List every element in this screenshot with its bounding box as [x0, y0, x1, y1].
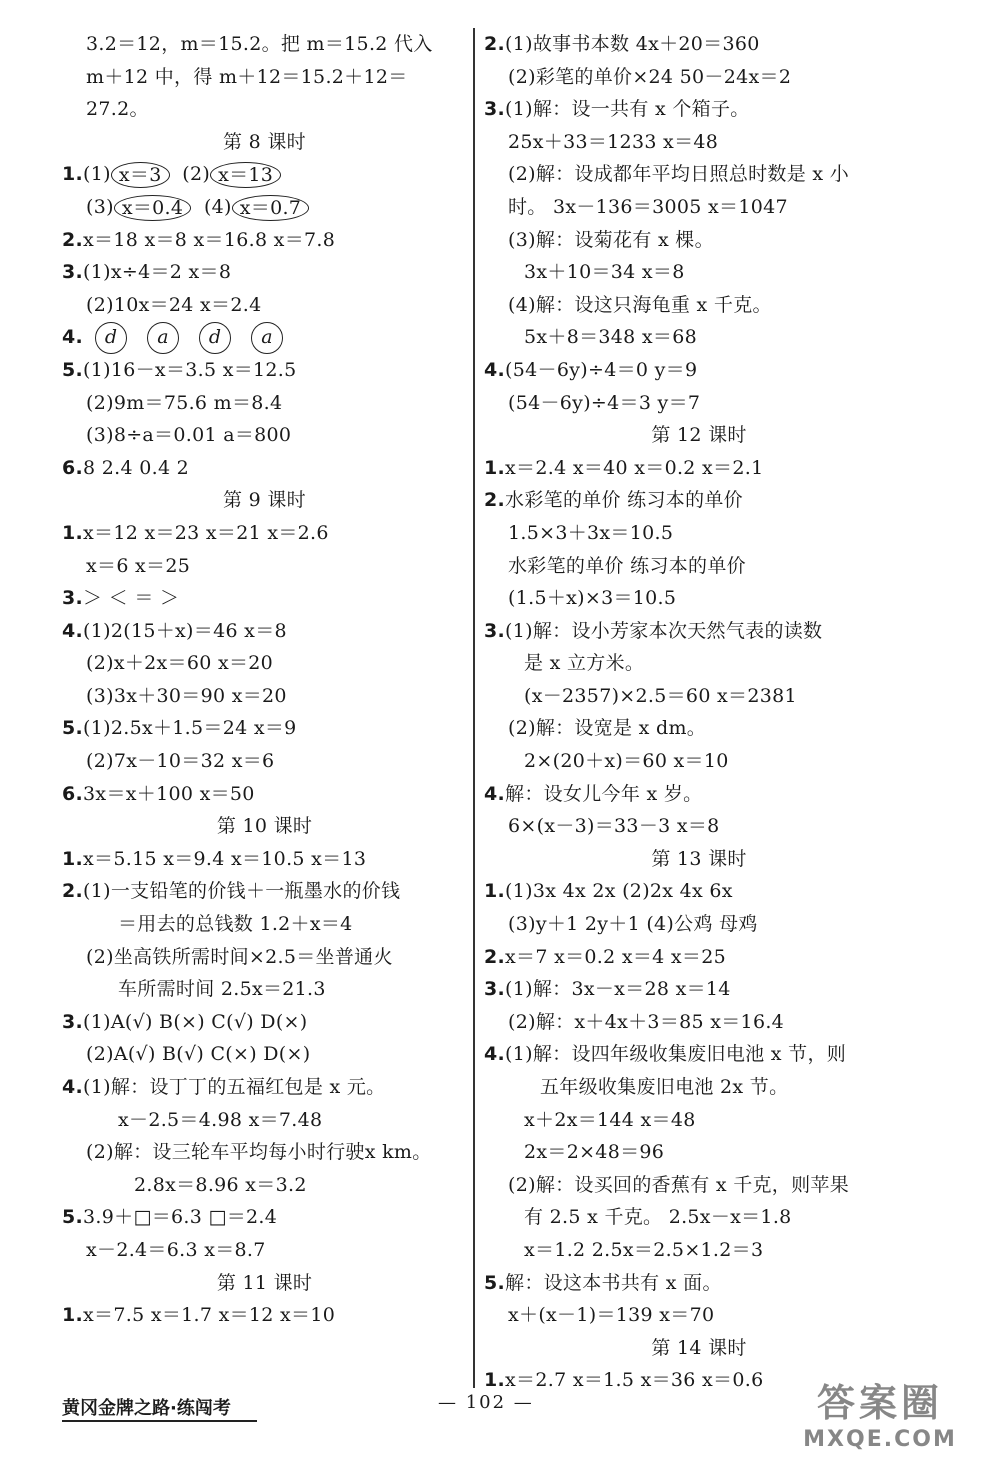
answer-text: x－2.4＝6.3 x＝8.7 — [86, 1238, 266, 1261]
answer-line — [484, 321, 914, 354]
question-number: 5. — [62, 717, 84, 740]
circled-answer: x＝0.4 — [114, 195, 191, 221]
answer-line — [62, 615, 467, 648]
answer-line — [62, 61, 467, 94]
answer-text: 25x＋33＝1233 x＝48 — [508, 130, 719, 153]
watermark-url: MXQE.COM — [803, 1427, 957, 1452]
answer-line — [62, 778, 467, 811]
answer-line — [484, 582, 914, 615]
lesson-heading: 第 9 课时 — [223, 489, 306, 512]
answer-line — [484, 93, 914, 126]
answer-line — [62, 1006, 467, 1039]
answer-line — [484, 615, 914, 648]
circled-answer: x＝0.7 — [232, 195, 309, 221]
circled-letter: d — [95, 322, 127, 354]
answer-text: (3)8÷a＝0.01 a＝800 — [86, 424, 292, 447]
question-number: 2. — [62, 228, 84, 251]
answer-text: 时。 3x－136＝3005 x＝1047 — [508, 195, 788, 218]
answer-line — [484, 1136, 914, 1169]
answer-text: (1)3x 4x 2x (2)2x 4x 6x — [505, 880, 733, 903]
answer-line — [62, 517, 467, 550]
answer-text: (1)16－x＝3.5 x＝12.5 — [83, 358, 297, 381]
answer-line — [484, 1006, 914, 1039]
answer-line — [484, 256, 914, 289]
left-column — [62, 28, 467, 1332]
answer-line — [62, 973, 467, 1006]
footer-brand: 黄冈金牌之路·练闯考 — [62, 1398, 231, 1419]
answer-line — [62, 419, 467, 452]
answer-text: 车所需时间 2.5x＝21.3 — [118, 978, 326, 1001]
answer-line — [484, 973, 914, 1006]
watermark-logo-text: 答案圈 — [816, 1381, 943, 1425]
question-number: 4. — [62, 1076, 84, 1098]
answer-text: x＝6 x＝25 — [86, 554, 191, 577]
answer-line — [62, 680, 467, 713]
answer-text: (4)解：设这只海龟重 x 千克。 — [508, 293, 772, 316]
answer-text: (2)7x－10＝32 x＝6 — [86, 750, 275, 773]
answer-text: (2)坐高铁所需时间×2.5＝坐普通火 — [86, 945, 393, 968]
answer-text: (2)x＋2x＝60 x＝20 — [86, 652, 274, 675]
answer-text: (2)9m＝75.6 m＝8.4 — [86, 391, 283, 414]
question-number: 5. — [62, 358, 84, 381]
question-number: 3. — [484, 98, 506, 121]
answer-text: (1)2.5x＋1.5＝24 x＝9 — [83, 717, 297, 740]
answer-text: 五年级收集废旧电池 2x 节。 — [540, 1076, 789, 1098]
answer-line — [484, 712, 914, 745]
answer-line — [62, 93, 467, 126]
answer-line — [484, 126, 914, 159]
answer-text: (2)解：设成都年平均日照总时数是 x 小 — [508, 163, 850, 186]
answer-line — [484, 452, 914, 485]
answer-line — [484, 484, 914, 517]
answer-line — [484, 191, 914, 224]
answer-text: (2)解：设买回的香蕉有 x 千克，则苹果 — [508, 1173, 850, 1196]
answer-line — [484, 354, 914, 387]
answer-text: x＝7 x＝0.2 x＝4 x＝25 — [505, 945, 726, 968]
question-number: 2. — [484, 945, 506, 968]
answer-text: (2)解：x＋4x＋3＝85 x＝16.4 — [508, 1010, 785, 1033]
answer-text: 3.9＋□＝6.3 □＝2.4 — [83, 1206, 278, 1229]
answer-text: m＋12 中，得 m＋12＝15.2＋12＝ — [86, 65, 408, 88]
answer-text: x＋2x＝144 x＝48 — [524, 1108, 696, 1131]
answer-text: (2)A(√) B(√) C(×) D(×) — [86, 1043, 311, 1066]
answer-text: (54－6y)÷4＝3 y＝7 — [508, 391, 701, 414]
answer-line — [484, 647, 914, 680]
answer-line — [62, 321, 467, 354]
answer-text: ＝用去的总钱数 1.2＋x＝4 — [118, 913, 353, 936]
answer-text: (1)解：设丁丁的五福红包是 x 元。 — [83, 1076, 386, 1098]
answer-text: 2×(20＋x)＝60 x＝10 — [524, 750, 729, 773]
question-number: 1. — [484, 1369, 506, 1392]
lesson-heading: 第 12 课时 — [651, 424, 747, 447]
answer-text: 是 x 立方米。 — [524, 652, 645, 675]
answer-line — [62, 712, 467, 745]
question-number: 4. — [484, 1043, 506, 1066]
answer-line — [62, 354, 467, 387]
answer-text: 水彩笔的单价 练习本的单价 — [508, 554, 746, 577]
answer-text: 5x＋8＝348 x＝68 — [524, 326, 697, 349]
answer-line — [484, 61, 914, 94]
answer-text: x＝18 x＝8 x＝16.8 x＝7.8 — [83, 228, 336, 251]
question-number: 4. — [62, 619, 84, 642]
answer-text: (2) — [169, 163, 211, 186]
column-divider — [473, 28, 475, 1388]
answer-line — [62, 1038, 467, 1071]
answer-line — [62, 224, 467, 257]
answer-line — [484, 908, 914, 941]
lesson-heading: 第 14 课时 — [651, 1336, 747, 1359]
answer-line — [484, 1201, 914, 1234]
question-number: 2. — [484, 489, 506, 512]
answer-line — [484, 224, 914, 257]
answer-line — [62, 647, 467, 680]
question-number: 3. — [484, 619, 506, 642]
answer-text: (2)解：设三轮车平均每小时行驶x km。 — [86, 1141, 432, 1164]
circled-letter: a — [251, 322, 283, 354]
answer-line — [62, 1201, 467, 1234]
circled-letter: d — [199, 322, 231, 354]
answer-line — [62, 843, 467, 876]
answer-text: ＞ ＜ ＝ ＞ — [83, 587, 180, 610]
answer-line — [484, 1267, 914, 1300]
answer-text: (x－2357)×2.5＝60 x＝2381 — [524, 684, 797, 707]
answer-line — [62, 941, 467, 974]
answer-line — [62, 452, 467, 485]
answer-line — [484, 875, 914, 908]
answer-line — [484, 1169, 914, 1202]
answer-text: x＝7.5 x＝1.7 x＝12 x＝10 — [83, 1304, 336, 1327]
answer-text: (1)x÷4＝2 x＝8 — [83, 261, 232, 284]
answer-line — [62, 1234, 467, 1267]
question-number: 2. — [484, 33, 506, 55]
answer-line — [62, 550, 467, 583]
answer-line — [484, 387, 914, 420]
lesson-heading: 第 8 课时 — [223, 130, 306, 153]
question-number: 3. — [484, 978, 506, 1001]
question-number: 5. — [484, 1271, 506, 1294]
question-number: 3. — [62, 261, 84, 284]
answer-text: 水彩笔的单价 练习本的单价 — [505, 489, 743, 512]
answer-line — [484, 1071, 914, 1104]
answer-line — [62, 1104, 467, 1137]
answer-text: (1)一支铅笔的价钱＋一瓶墨水的价钱 — [83, 880, 401, 903]
answer-line — [62, 191, 467, 224]
answer-text: (1)解：设小芳家本次天然气表的读数 — [505, 619, 823, 642]
answer-text: x＝5.15 x＝9.4 x＝10.5 x＝13 — [83, 847, 367, 870]
answer-text: (2)解：设宽是 x dm。 — [508, 717, 707, 740]
question-number: 1. — [62, 163, 84, 186]
question-number: 3. — [62, 587, 84, 610]
answer-text: (1)A(√) B(×) C(√) D(×) — [83, 1010, 308, 1033]
answer-text: 8 2.4 0.4 2 — [83, 456, 190, 479]
answer-line — [484, 550, 914, 583]
lesson-heading: 第 10 课时 — [216, 815, 313, 838]
answer-line — [62, 158, 467, 191]
answer-line — [62, 1299, 467, 1332]
answer-text: (4) — [191, 195, 232, 218]
answer-text: 1.5×3＋3x＝10.5 — [508, 521, 674, 544]
answer-line — [62, 875, 467, 908]
question-number: 4. — [484, 358, 506, 381]
question-number: 2. — [62, 880, 84, 903]
answer-text: (2)彩笔的单价×24 50－24x＝2 — [508, 65, 792, 88]
question-number: 5. — [62, 1206, 84, 1229]
question-number: 4. — [62, 326, 84, 349]
question-number: 6. — [62, 456, 84, 479]
answer-line — [62, 28, 467, 61]
answer-line — [484, 680, 914, 713]
answer-text: (54－6y)÷4＝0 y＝9 — [505, 358, 698, 381]
question-number: 1. — [62, 1304, 84, 1327]
answer-text: 解：设女儿今年 x 岁。 — [505, 782, 703, 805]
answer-text: (1)解：设一共有 x 个箱子。 — [505, 98, 750, 121]
circled-answer: x＝3 — [111, 162, 170, 188]
answer-text: x＝1.2 2.5x＝2.5×1.2＝3 — [524, 1238, 764, 1261]
question-number: 1. — [62, 847, 84, 870]
answer-line — [62, 1136, 467, 1169]
answer-line — [62, 256, 467, 289]
answer-line — [484, 810, 914, 843]
answer-text: 2x＝2×48＝96 — [524, 1141, 665, 1164]
answer-text: (3)解：设菊花有 x 棵。 — [508, 228, 714, 251]
answer-line — [62, 387, 467, 420]
answer-line — [484, 1038, 914, 1071]
circled-answer: x＝13 — [210, 162, 281, 188]
question-number: 1. — [62, 521, 84, 544]
answer-text: (1.5＋x)×3＝10.5 — [508, 587, 677, 610]
answer-text: (3)y＋1 2y＋1 (4)公鸡 母鸡 — [508, 913, 758, 936]
answer-line — [62, 1071, 467, 1104]
answer-line — [484, 1299, 914, 1332]
answer-line — [484, 745, 914, 778]
answer-line — [484, 941, 914, 974]
answer-text: (3) — [86, 195, 114, 218]
answer-text: (1) — [83, 163, 111, 186]
question-number: 1. — [484, 880, 506, 903]
answer-text: x＝12 x＝23 x＝21 x＝2.6 — [83, 521, 329, 544]
answer-text: (3)3x＋30＝90 x＝20 — [86, 684, 287, 707]
page-number: — 102 — — [438, 1392, 534, 1413]
answer-line — [62, 908, 467, 941]
answer-line — [62, 1169, 467, 1202]
answer-text: 解：设这本书共有 x 面。 — [505, 1271, 722, 1294]
answer-text: 27.2。 — [86, 98, 149, 121]
answer-line — [62, 582, 467, 615]
answer-text: (2)10x＝24 x＝2.4 — [86, 293, 262, 316]
lesson-heading: 第 11 课时 — [216, 1271, 313, 1294]
answer-line — [484, 158, 914, 191]
answer-line — [484, 778, 914, 811]
answer-text: 3x＝x＋100 x＝50 — [83, 782, 255, 805]
answer-text: (1)解：3x－x＝28 x＝14 — [505, 978, 731, 1001]
lesson-heading: 第 13 课时 — [651, 847, 747, 870]
answer-line — [484, 1234, 914, 1267]
answer-text: x＝2.7 x＝1.5 x＝36 x＝0.6 — [505, 1369, 764, 1392]
answer-text: x＝2.4 x＝40 x＝0.2 x＝2.1 — [505, 456, 764, 479]
answer-text: (1)故事书本数 4x＋20＝360 — [505, 33, 760, 55]
answer-text: 有 2.5 x 千克。 2.5x－x＝1.8 — [524, 1206, 792, 1229]
answer-text: 2.8x＝8.96 x＝3.2 — [134, 1173, 307, 1196]
footer-rule — [62, 1420, 257, 1422]
question-number: 1. — [484, 456, 506, 479]
answer-text: 3x＋10＝34 x＝8 — [524, 261, 685, 284]
answer-text: (1)解：设四年级收集废旧电池 x 节，则 — [505, 1043, 847, 1066]
circled-letter: a — [147, 322, 179, 354]
right-column — [484, 28, 914, 1397]
answer-text: 3.2＝12，m＝15.2。把 m＝15.2 代入 — [86, 33, 433, 55]
answer-line — [484, 289, 914, 322]
answer-line — [484, 28, 914, 61]
question-number: 4. — [484, 782, 506, 805]
question-number: 3. — [62, 1010, 84, 1033]
answer-text: (1)2(15＋x)＝46 x＝8 — [83, 619, 287, 642]
question-number: 6. — [62, 782, 84, 805]
watermark — [770, 1372, 990, 1452]
answer-text: x＋(x－1)＝139 x＝70 — [508, 1304, 715, 1327]
answer-text: x－2.5＝4.98 x＝7.48 — [118, 1108, 323, 1131]
answer-line — [62, 289, 467, 322]
answer-text: 6×(x－3)＝33－3 x＝8 — [508, 815, 720, 838]
answer-line — [484, 1104, 914, 1137]
answer-line — [62, 745, 467, 778]
answer-line — [484, 517, 914, 550]
